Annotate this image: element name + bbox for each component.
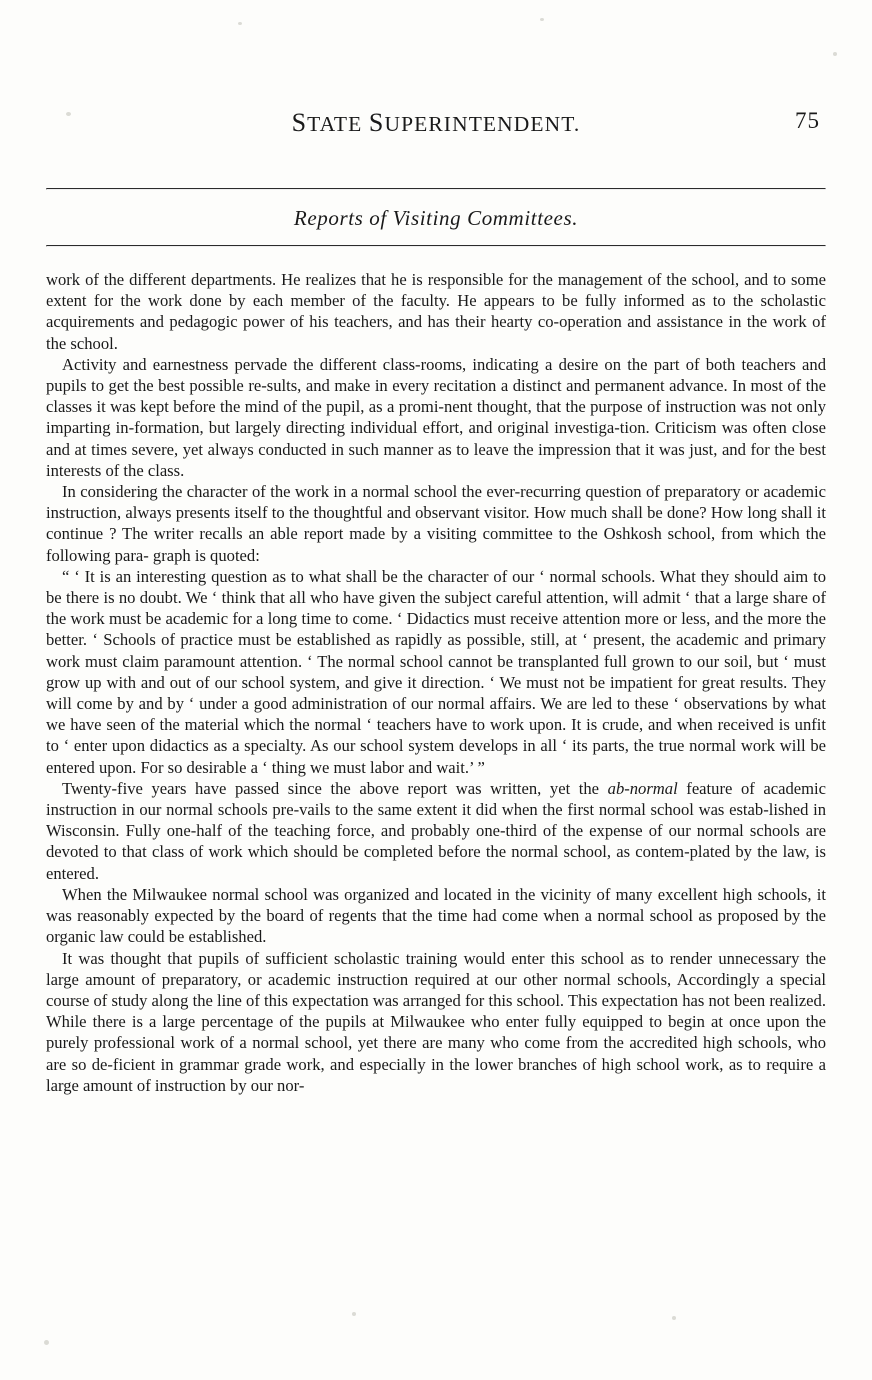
paragraph: work of the different departments. He realizes that he is responsible for the management of the school, and to some extent for the work done by each member of the faculty. He appears to be fully informed as to the scholastic acquirements and pedagogic power of his teachers, and has their hearty co-operation and assistance in the work of the school. xyxy=(46,270,826,353)
page-content xyxy=(46,108,826,1096)
page-speck xyxy=(66,112,71,116)
page-speck xyxy=(352,1312,356,1316)
section-title: Reports of Visiting Committees. xyxy=(293,206,579,230)
running-head xyxy=(46,108,826,142)
divider-below-section-title xyxy=(46,245,826,247)
paragraph: In considering the character of the work in a normal school the ever-recurring question of preparatory or academic instruction, always presents itself to the thoughtful and observant visitor. How much shall be done? How long shall it continue ? The writer recalls an able report made by a visiting committee to the Oshkosh school, from which the following para- graph is quoted: xyxy=(46,482,826,565)
paragraph: It was thought that pupils of sufficient scholastic training would enter this school as to render unnecessary the large amount of preparatory, or academic instruction required at our other normal schools, Accordingly a special course of study along the line of this expectation was arranged for this school. This expectation has not been realized. While there is a large percentage of the pupils at Milwaukee who enter fully equipped to begin at once upon the purely professional work of a normal school, yet there are many who come from the accredited high schools, who are so de-ficient in grammar grade work, and especially in the lower branches of high school work, as to require a large amount of instruction by our nor- xyxy=(46,948,826,1095)
page-speck xyxy=(833,52,837,56)
page-speck xyxy=(44,1340,49,1345)
running-head-title: STATE SUPERINTENDENT. xyxy=(291,108,581,137)
page-speck xyxy=(540,18,544,21)
quoted-paragraph: “ ‘ It is an interesting question as to what shall be the character of our ‘ normal schools. What they should aim to be there is no doubt. We ‘ think that all who have given the subject careful attention, will admit ‘ that a large share of the work must be academic for a long time to come. ‘ Didactics must receive attention more or less, and the more the better. ‘ Schools of practice must be established as rapidly as possible, still, at ‘ present, the academic and primary work must claim paramount attention. ‘ The normal school cannot be transplanted full grown to our soil, but ‘ must grow up with and out of our school system, and give it direction. ‘ We must not be impatient for great results. They will come by and by ‘ under a good administration of our normal affairs. We are led to these ‘ observations by what we have seen of the material which the normal ‘ teachers have to work upon. It is crude, and when received is unfit to ‘ enter upon didactics as a specialty. As our school system develops in all ‘ its parts, the true normal work will be entered upon. For so desirable a ‘ thing we must labor and wait.’ ” xyxy=(46,566,826,777)
page-number: 75 xyxy=(795,108,820,133)
page-speck xyxy=(238,22,242,25)
paragraph: Activity and earnestness pervade the different class-rooms, indicating a desire on the part of both teachers and pupils to get the best possible re-sults, and make in every recitation a distinct and permanent advance. In most of the classes it was kept before the mind of the pupil, as a promi-nent thought, that the purpose of instruction was not only imparting in-formation, but largely directing individual effort, and original investiga-tion. Criticism was often close and at times severe, yet always conducted in such manner as to leave the impression that it was just, and for the best interests of the class. xyxy=(46,354,826,480)
paragraph: When the Milwaukee normal school was organized and located in the vicinity of many excellent high schools, it was reasonably expected by the board of regents that the time had come when a normal school as proposed by the organic law could be established. xyxy=(46,884,826,947)
body-text xyxy=(46,269,826,1096)
paragraph: Twenty-five years have passed since the above report was written, yet the ab-normal feature of academic instruction in our normal schools pre-vails to the same extent it did when the first normal school was estab-lished in Wisconsin. Fully one-half of the teaching force, and probably one-third of the expense of our normal schools are devoted to that class of work which should be completed before the normal school, as contem-plated by the law, is entered. xyxy=(46,778,826,883)
page-speck xyxy=(672,1316,676,1320)
